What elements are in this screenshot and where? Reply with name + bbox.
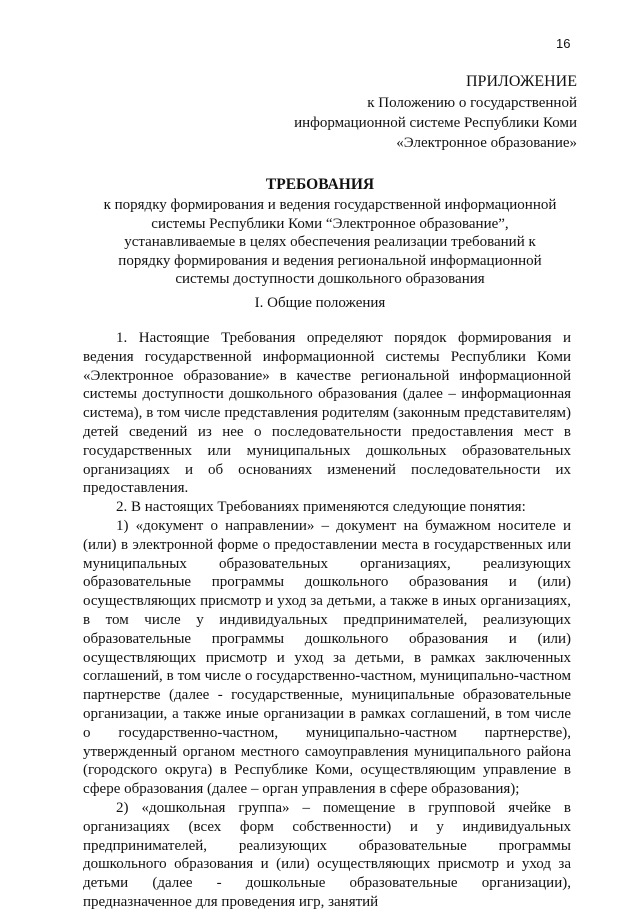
document-subtitle: к порядку формирования и ведения государственной информационной системы Республики Коми “Электронное образование”, устанавливаемые в целях обеспечения реализации требований к порядку формирования и ведения региональной информационной системы доступности дошкольного образования (103, 197, 557, 287)
appendix-line: к Положению о государственной (367, 95, 577, 111)
paragraph: 2) «дошкольная группа» – помещение в групповой ячейке в организациях (всех форм собственности) и у индивидуальных предпринимателей, реализующих образовательные программы дошкольного образования и (или) осуществляющих присмотр и уход за детьми (далее - дошкольные образовательные организации), предназначенное для проведения игр, занятий (83, 799, 571, 910)
paragraph: 1. Настоящие Требования определяют порядок формирования и ведения государственной информационной системы Республики Коми «Электронное образование» в качестве региональной информационной системы доступности дошкольного образования (далее – информационная система), в том числе представления родителям (законным представителям) детей сведений из нее о последовательности предоставления мест в государственных или муниципальных дошкольных образовательных организациях и об основаниях изменений последовательности их предоставления. (83, 330, 571, 497)
appendix-header (294, 72, 577, 153)
appendix-line: «Электронное образование» (396, 135, 577, 151)
section-title: I. Общие положения (254, 295, 386, 311)
appendix-heading: ПРИЛОЖЕНИЕ (465, 73, 577, 90)
body-text (83, 329, 571, 912)
paragraph: 2. В настоящих Требованиях применяются следующие понятия: (116, 499, 526, 516)
appendix-line: информационной системе Республики Коми (294, 115, 577, 131)
page-number: 16 (556, 36, 571, 51)
document-title: ТРЕБОВАНИЯ (265, 176, 375, 193)
paragraph: 1) «документ о направлении» – документ на бумажном носителе и (или) в электронной форме о предоставлении места в государственных или муниципальных образовательных организациях, реализующих образовательные программы дошкольного образования и (или) осуществляющих присмотр и уход за детьми, а также в иных организациях, в том числе у индивидуальных предпринимателей, реализующих образовательные программы дошкольного образования и (или) осуществляющих присмотр и уход за детьми, в рамках заключенных соглашений, в том числе о государственно-частном, муниципально-частном партнерстве (далее - государственные, муниципальные образовательные организации, а также иные организации в рамках соглашений, в том числе о государственно-частном, муниципально-частном партнерстве), утвержденный органом местного самоуправления муниципального района (городского округа) в Республике Коми, осуществляющим управление в сфере образования (далее – орган управления в сфере образования); (83, 517, 571, 798)
